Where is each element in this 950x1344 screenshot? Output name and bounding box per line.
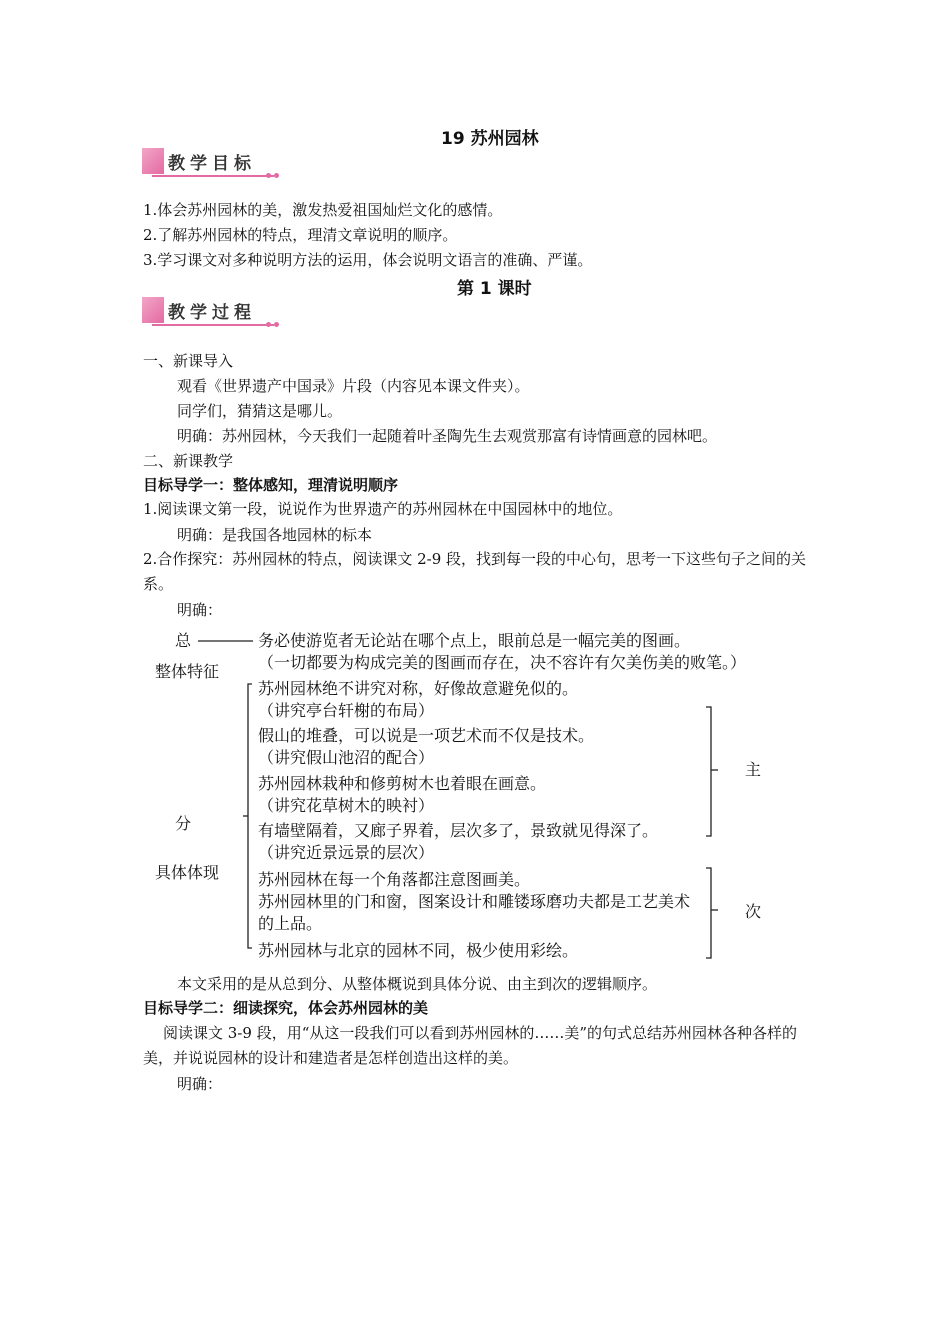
answer: 明确： (177, 601, 223, 619)
zhu-right-bracket (706, 707, 711, 836)
diagram-item: 苏州园林栽种和修剪树木也着眼在画意。 (258, 774, 547, 793)
goal-heading: 目标导学一：整体感知，理清说明顺序 (143, 476, 399, 494)
paragraph: 同学们，猜猜这是哪儿。 (177, 402, 343, 420)
section-heading: 一、新课导入 (143, 352, 234, 370)
question: 阅读课文 3-9 段，用“从这一段我们可以看到苏州园林的……美”的句式总结苏州园林各种各样的美，并说说园林的设计和建造者是怎样创造出这样的美。 (143, 1024, 798, 1067)
diagram-item: 苏州园林绝不讲究对称，好像故意避免似的。 (258, 679, 579, 698)
diagram-left-label: 具体体现 (155, 863, 220, 882)
lesson-heading: 第 1 课时 (457, 279, 532, 299)
diagram-zong-note: （一切都要为构成完美的图画而存在，决不容许有欠美伤美的败笔。） (258, 653, 747, 672)
goal-item: 1.体会苏州园林的美，激发热爱祖国灿烂文化的感情。 (143, 201, 503, 219)
diagram-item-note: （讲究亭台轩榭的布局） (258, 701, 435, 720)
diagram-item: 假山的堆叠，可以说是一项艺术而不仅是技术。 (258, 726, 595, 745)
diagram-zhu-label: 主 (745, 760, 762, 779)
answer: 明确：是我国各地园林的标本 (177, 526, 373, 544)
diagram-item-note: （讲究假山池沼的配合） (258, 748, 435, 767)
diagram-zong-label: 总 (175, 631, 192, 650)
ci-right-bracket (706, 868, 711, 958)
diagram-item-note: （讲究花草树木的映衬） (258, 796, 435, 815)
section-heading: 二、新课教学 (143, 452, 234, 470)
diagram-fen-label: 分 (175, 814, 192, 833)
paragraph: 本文采用的是从总到分、从整体概说到具体分说、由主到次的逻辑顺序。 (177, 975, 658, 993)
diagram-ci-label: 次 (745, 902, 762, 921)
goal-item: 2.了解苏州园林的特点，理清文章说明的顺序。 (143, 226, 458, 244)
diagram-item-note: （讲究近景远景的层次） (258, 843, 435, 862)
diagram-item: 苏州园林与北京的园林不同，极少使用彩绘。 (258, 941, 579, 960)
fen-left-bracket (248, 684, 252, 948)
diagram-item: 有墙壁隔着，又廊子界着，层次多了，景致就见得深了。 (258, 821, 659, 840)
diagram-item: 苏州园林在每一个角落都注意图画美。 (258, 870, 531, 889)
diagram-left-label: 整体特征 (155, 662, 220, 681)
diagram-item: 苏州园林里的门和窗，图案设计和雕镂琢磨功夫都是工艺美术的上品。 (258, 892, 691, 933)
paragraph: 明确：苏州园林，今天我们一起随着叶圣陶先生去观赏那富有诗情画意的园林吧。 (177, 427, 718, 445)
question: 1.阅读课文第一段，说说作为世界遗产的苏州园林在中国园林中的地位。 (143, 500, 623, 518)
page-title: 19 苏州园林 (441, 129, 539, 149)
goal-heading: 目标导学二：细读探究，体会苏州园林的美 (143, 999, 429, 1017)
banner-label: 教学过程 (168, 303, 256, 323)
answer: 明确： (177, 1075, 223, 1093)
paragraph: 观看《世界遗产中国录》片段（内容见本课文件夹）。 (177, 377, 530, 395)
diagram-zong-text: 务必使游览者无论站在哪个点上，眼前总是一幅完美的图画。 (258, 631, 691, 650)
goal-item: 3.学习课文对多种说明方法的运用，体会说明文语言的准确、严谨。 (143, 251, 593, 269)
question: 2.合作探究：苏州园林的特点，阅读课文 2-9 段，找到每一段的中心句，思考一下这些句子之间的关系。 (143, 550, 807, 593)
banner-label: 教学目标 (168, 154, 256, 174)
